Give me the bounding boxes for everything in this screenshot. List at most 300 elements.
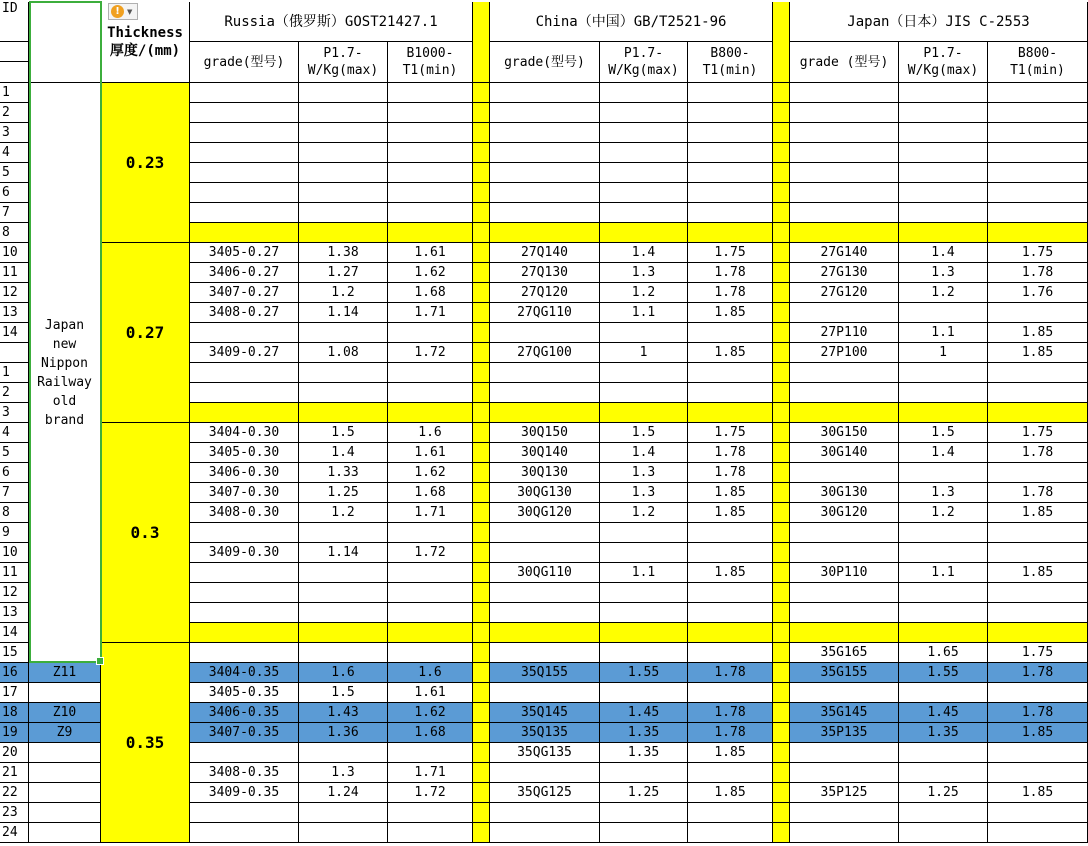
grade-cell[interactable] xyxy=(190,223,299,243)
grade-cell[interactable]: 27P100 xyxy=(790,343,899,363)
row-id[interactable]: 4 xyxy=(0,423,29,443)
separator-column[interactable] xyxy=(473,683,490,703)
induction-cell[interactable]: 1.61 xyxy=(388,243,473,263)
separator-column[interactable] xyxy=(773,443,790,463)
induction-cell[interactable]: 1.85 xyxy=(988,343,1088,363)
induction-cell[interactable] xyxy=(388,643,473,663)
loss-cell[interactable]: 1.5 xyxy=(600,423,688,443)
merged-label-cell[interactable]: Japan new Nippon Railway old brand xyxy=(29,83,101,663)
loss-cell[interactable]: 1.45 xyxy=(600,703,688,723)
loss-cell[interactable]: 1.24 xyxy=(299,783,388,803)
induction-cell[interactable] xyxy=(988,123,1088,143)
induction-cell[interactable]: 1.78 xyxy=(688,723,773,743)
induction-cell[interactable]: 1.78 xyxy=(988,483,1088,503)
induction-cell[interactable] xyxy=(688,643,773,663)
japan-loss-header[interactable]: P1.7- W/Kg(max) xyxy=(899,42,988,83)
separator-column[interactable] xyxy=(773,423,790,443)
separator-column[interactable] xyxy=(773,483,790,503)
grade-cell[interactable]: 3407-0.35 xyxy=(190,723,299,743)
separator-column[interactable] xyxy=(773,803,790,823)
grade-cell[interactable] xyxy=(790,103,899,123)
grade-cell[interactable]: 27Q120 xyxy=(490,283,600,303)
brand-code-cell[interactable]: Z9 xyxy=(29,723,101,743)
loss-cell[interactable] xyxy=(600,623,688,643)
induction-cell[interactable] xyxy=(388,83,473,103)
loss-cell[interactable] xyxy=(299,203,388,223)
induction-cell[interactable]: 1.85 xyxy=(688,783,773,803)
separator-column[interactable] xyxy=(773,543,790,563)
row-id[interactable]: 13 xyxy=(0,303,29,323)
grade-cell[interactable] xyxy=(490,323,600,343)
loss-cell[interactable]: 1.55 xyxy=(899,663,988,683)
loss-cell[interactable] xyxy=(299,103,388,123)
loss-cell[interactable] xyxy=(299,223,388,243)
induction-cell[interactable] xyxy=(988,523,1088,543)
japan-induction-header[interactable]: B800- T1(min) xyxy=(988,42,1088,83)
induction-cell[interactable]: 1.72 xyxy=(388,343,473,363)
loss-cell[interactable]: 1.25 xyxy=(600,783,688,803)
induction-cell[interactable]: 1.75 xyxy=(688,243,773,263)
induction-cell[interactable] xyxy=(688,583,773,603)
russia-grade-header[interactable]: grade(型号) xyxy=(190,42,299,83)
row-id[interactable]: 2 xyxy=(0,103,29,123)
loss-cell[interactable] xyxy=(899,163,988,183)
separator-column[interactable] xyxy=(473,103,490,123)
induction-cell[interactable] xyxy=(388,403,473,423)
loss-cell[interactable] xyxy=(600,823,688,843)
grade-cell[interactable]: 3406-0.27 xyxy=(190,263,299,283)
induction-cell[interactable] xyxy=(388,523,473,543)
russia-standard-title[interactable]: Russia（俄罗斯）GOST21427.1 xyxy=(190,2,473,42)
separator-column[interactable] xyxy=(473,503,490,523)
row-id[interactable]: 8 xyxy=(0,223,29,243)
grade-cell[interactable] xyxy=(190,743,299,763)
induction-cell[interactable]: 1.78 xyxy=(688,703,773,723)
row-id[interactable]: 23 xyxy=(0,803,29,823)
grade-cell[interactable]: 35Q135 xyxy=(490,723,600,743)
loss-cell[interactable] xyxy=(899,403,988,423)
row-id[interactable]: 12 xyxy=(0,583,29,603)
separator-column[interactable] xyxy=(773,683,790,703)
induction-cell[interactable]: 1.85 xyxy=(688,303,773,323)
separator-column[interactable] xyxy=(773,323,790,343)
grade-cell[interactable] xyxy=(490,623,600,643)
induction-cell[interactable] xyxy=(388,183,473,203)
grade-cell[interactable] xyxy=(190,183,299,203)
induction-cell[interactable] xyxy=(388,123,473,143)
loss-cell[interactable] xyxy=(899,583,988,603)
loss-cell[interactable]: 1.1 xyxy=(899,563,988,583)
induction-cell[interactable]: 1.85 xyxy=(688,343,773,363)
row-id[interactable]: 20 xyxy=(0,743,29,763)
grade-cell[interactable] xyxy=(190,203,299,223)
thickness-cell[interactable]: 0.27 xyxy=(101,243,190,423)
separator-column[interactable] xyxy=(773,363,790,383)
induction-cell[interactable] xyxy=(988,183,1088,203)
loss-cell[interactable] xyxy=(899,623,988,643)
loss-cell[interactable]: 1.35 xyxy=(899,723,988,743)
grade-cell[interactable]: 27G120 xyxy=(790,283,899,303)
separator-column[interactable] xyxy=(773,103,790,123)
grade-cell[interactable]: 27Q130 xyxy=(490,263,600,283)
grade-cell[interactable] xyxy=(790,203,899,223)
separator-column[interactable] xyxy=(773,763,790,783)
grade-cell[interactable]: 30G150 xyxy=(790,423,899,443)
induction-cell[interactable] xyxy=(388,163,473,183)
loss-cell[interactable] xyxy=(600,223,688,243)
grade-cell[interactable] xyxy=(490,603,600,623)
russia-induction-header[interactable]: B1000- T1(min) xyxy=(388,42,473,83)
grade-cell[interactable] xyxy=(190,403,299,423)
grade-cell[interactable] xyxy=(790,743,899,763)
grade-cell[interactable] xyxy=(790,303,899,323)
brand-code-cell[interactable]: Z11 xyxy=(29,663,101,683)
grade-cell[interactable]: 30G120 xyxy=(790,503,899,523)
grade-cell[interactable] xyxy=(790,523,899,543)
japan-grade-header[interactable]: grade (型号) xyxy=(790,42,899,83)
grade-cell[interactable]: 35QG135 xyxy=(490,743,600,763)
grade-cell[interactable] xyxy=(190,123,299,143)
separator-column[interactable] xyxy=(473,323,490,343)
separator-column[interactable] xyxy=(773,223,790,243)
induction-cell[interactable]: 1.85 xyxy=(688,563,773,583)
grade-cell[interactable]: 27P110 xyxy=(790,323,899,343)
induction-cell[interactable] xyxy=(688,103,773,123)
grade-cell[interactable] xyxy=(190,383,299,403)
grade-cell[interactable]: 3405-0.27 xyxy=(190,243,299,263)
grade-cell[interactable] xyxy=(190,563,299,583)
grade-cell[interactable]: 3405-0.35 xyxy=(190,683,299,703)
separator-column[interactable] xyxy=(473,83,490,103)
grade-cell[interactable] xyxy=(490,383,600,403)
grade-cell[interactable] xyxy=(490,543,600,563)
id-header-spacer[interactable] xyxy=(0,62,29,83)
separator-column[interactable] xyxy=(473,483,490,503)
grade-cell[interactable] xyxy=(490,163,600,183)
grade-cell[interactable] xyxy=(490,83,600,103)
loss-cell[interactable]: 1.3 xyxy=(299,763,388,783)
grade-cell[interactable]: 27Q140 xyxy=(490,243,600,263)
loss-cell[interactable]: 1.1 xyxy=(600,303,688,323)
grade-cell[interactable] xyxy=(490,363,600,383)
separator-column[interactable] xyxy=(773,663,790,683)
grade-cell[interactable] xyxy=(490,203,600,223)
loss-cell[interactable]: 1.5 xyxy=(299,423,388,443)
induction-cell[interactable] xyxy=(988,463,1088,483)
induction-cell[interactable] xyxy=(688,223,773,243)
loss-cell[interactable] xyxy=(600,383,688,403)
loss-cell[interactable] xyxy=(899,103,988,123)
separator-column[interactable] xyxy=(473,583,490,603)
row-id[interactable] xyxy=(0,343,29,363)
japan-standard-title[interactable]: Japan（日本）JIS C-2553 xyxy=(790,2,1088,42)
induction-cell[interactable] xyxy=(688,383,773,403)
induction-cell[interactable]: 1.6 xyxy=(388,663,473,683)
induction-cell[interactable] xyxy=(688,183,773,203)
loss-cell[interactable]: 1.4 xyxy=(600,243,688,263)
grade-cell[interactable]: 3404-0.35 xyxy=(190,663,299,683)
id-header-spacer[interactable] xyxy=(0,42,29,62)
loss-cell[interactable]: 1.3 xyxy=(899,483,988,503)
induction-cell[interactable] xyxy=(688,123,773,143)
grade-cell[interactable] xyxy=(790,603,899,623)
separator-column[interactable] xyxy=(473,163,490,183)
grade-cell[interactable] xyxy=(790,803,899,823)
separator-column[interactable] xyxy=(473,703,490,723)
induction-cell[interactable] xyxy=(388,603,473,623)
separator-column[interactable] xyxy=(773,403,790,423)
grade-cell[interactable] xyxy=(790,543,899,563)
grade-cell[interactable]: 30P110 xyxy=(790,563,899,583)
id-column-header[interactable]: ID xyxy=(0,2,29,42)
induction-cell[interactable] xyxy=(988,803,1088,823)
separator-column[interactable] xyxy=(773,183,790,203)
loss-cell[interactable] xyxy=(600,103,688,123)
induction-cell[interactable] xyxy=(988,823,1088,843)
loss-cell[interactable]: 1.2 xyxy=(899,283,988,303)
separator-column[interactable] xyxy=(473,783,490,803)
row-id[interactable]: 9 xyxy=(0,523,29,543)
separator-column[interactable] xyxy=(773,263,790,283)
thickness-cell[interactable]: 0.3 xyxy=(101,423,190,643)
induction-cell[interactable]: 1.68 xyxy=(388,283,473,303)
separator-column[interactable] xyxy=(773,743,790,763)
loss-cell[interactable] xyxy=(299,323,388,343)
induction-cell[interactable]: 1.71 xyxy=(388,503,473,523)
loss-cell[interactable]: 1.25 xyxy=(299,483,388,503)
loss-cell[interactable]: 1.25 xyxy=(899,783,988,803)
separator-column[interactable] xyxy=(473,423,490,443)
grade-cell[interactable] xyxy=(190,823,299,843)
induction-cell[interactable]: 1.62 xyxy=(388,703,473,723)
induction-cell[interactable]: 1.68 xyxy=(388,483,473,503)
grade-cell[interactable]: 3409-0.27 xyxy=(190,343,299,363)
separator-column[interactable] xyxy=(773,343,790,363)
grade-cell[interactable]: 27G140 xyxy=(790,243,899,263)
grade-cell[interactable]: 27QG100 xyxy=(490,343,600,363)
grade-cell[interactable]: 30G130 xyxy=(790,483,899,503)
russia-loss-header[interactable]: P1.7- W/Kg(max) xyxy=(299,42,388,83)
loss-cell[interactable] xyxy=(899,803,988,823)
grade-cell[interactable] xyxy=(790,383,899,403)
loss-cell[interactable]: 1.2 xyxy=(899,503,988,523)
separator-column[interactable] xyxy=(773,163,790,183)
induction-cell[interactable]: 1.68 xyxy=(388,723,473,743)
grade-cell[interactable]: 35Q145 xyxy=(490,703,600,723)
grade-cell[interactable]: 35G165 xyxy=(790,643,899,663)
loss-cell[interactable] xyxy=(600,363,688,383)
loss-cell[interactable]: 1.4 xyxy=(899,243,988,263)
induction-cell[interactable] xyxy=(688,803,773,823)
grade-cell[interactable] xyxy=(790,363,899,383)
induction-cell[interactable] xyxy=(988,743,1088,763)
induction-cell[interactable] xyxy=(688,143,773,163)
row-id[interactable]: 15 xyxy=(0,643,29,663)
separator-column[interactable] xyxy=(473,243,490,263)
loss-cell[interactable] xyxy=(600,183,688,203)
loss-cell[interactable] xyxy=(299,143,388,163)
separator-column[interactable] xyxy=(473,803,490,823)
grade-cell[interactable]: 27QG110 xyxy=(490,303,600,323)
row-id[interactable]: 13 xyxy=(0,603,29,623)
separator-column[interactable] xyxy=(473,403,490,423)
row-id[interactable]: 16 xyxy=(0,663,29,683)
induction-cell[interactable] xyxy=(388,803,473,823)
induction-cell[interactable] xyxy=(688,823,773,843)
row-id[interactable]: 4 xyxy=(0,143,29,163)
induction-cell[interactable] xyxy=(388,203,473,223)
grade-cell[interactable] xyxy=(190,103,299,123)
loss-cell[interactable]: 1.27 xyxy=(299,263,388,283)
grade-cell[interactable] xyxy=(190,523,299,543)
separator-column[interactable] xyxy=(473,223,490,243)
separator-column[interactable] xyxy=(773,783,790,803)
induction-cell[interactable] xyxy=(988,83,1088,103)
induction-cell[interactable]: 1.62 xyxy=(388,463,473,483)
separator-column[interactable] xyxy=(773,463,790,483)
thickness-header[interactable]: Thickness 厚度/(mm) xyxy=(101,2,190,83)
induction-cell[interactable] xyxy=(688,623,773,643)
grade-cell[interactable] xyxy=(490,823,600,843)
induction-cell[interactable] xyxy=(688,83,773,103)
loss-cell[interactable] xyxy=(899,383,988,403)
row-id[interactable]: 19 xyxy=(0,723,29,743)
loss-cell[interactable] xyxy=(299,523,388,543)
loss-cell[interactable]: 1.2 xyxy=(600,283,688,303)
grade-cell[interactable] xyxy=(790,623,899,643)
grade-cell[interactable]: 3408-0.35 xyxy=(190,763,299,783)
loss-cell[interactable] xyxy=(899,183,988,203)
grade-cell[interactable]: 30Q140 xyxy=(490,443,600,463)
grade-cell[interactable] xyxy=(790,123,899,143)
induction-cell[interactable]: 1.85 xyxy=(988,723,1088,743)
loss-cell[interactable] xyxy=(600,583,688,603)
separator-column[interactable] xyxy=(473,463,490,483)
separator-column[interactable] xyxy=(773,383,790,403)
loss-cell[interactable]: 1.2 xyxy=(600,503,688,523)
induction-cell[interactable]: 1.78 xyxy=(688,263,773,283)
grade-cell[interactable] xyxy=(790,403,899,423)
grade-cell[interactable]: 30QG110 xyxy=(490,563,600,583)
induction-cell[interactable] xyxy=(988,223,1088,243)
induction-cell[interactable]: 1.85 xyxy=(688,483,773,503)
grade-cell[interactable] xyxy=(790,83,899,103)
separator-column[interactable] xyxy=(773,123,790,143)
induction-cell[interactable] xyxy=(688,323,773,343)
row-id[interactable]: 17 xyxy=(0,683,29,703)
separator-column[interactable] xyxy=(473,343,490,363)
grade-cell[interactable] xyxy=(190,583,299,603)
induction-cell[interactable] xyxy=(388,103,473,123)
loss-cell[interactable]: 1.14 xyxy=(299,543,388,563)
induction-cell[interactable] xyxy=(688,543,773,563)
induction-cell[interactable] xyxy=(688,603,773,623)
loss-cell[interactable] xyxy=(600,803,688,823)
row-id[interactable]: 7 xyxy=(0,203,29,223)
loss-cell[interactable] xyxy=(299,743,388,763)
loss-cell[interactable]: 1.6 xyxy=(299,663,388,683)
loss-cell[interactable] xyxy=(600,83,688,103)
row-id[interactable]: 3 xyxy=(0,403,29,423)
row-id[interactable]: 14 xyxy=(0,323,29,343)
separator-column[interactable] xyxy=(473,523,490,543)
induction-cell[interactable] xyxy=(388,623,473,643)
loss-cell[interactable]: 1.35 xyxy=(600,743,688,763)
induction-cell[interactable]: 1.78 xyxy=(688,443,773,463)
grade-cell[interactable]: 3408-0.30 xyxy=(190,503,299,523)
grade-cell[interactable] xyxy=(490,223,600,243)
grade-cell[interactable] xyxy=(790,223,899,243)
induction-cell[interactable] xyxy=(388,583,473,603)
separator-column[interactable] xyxy=(473,563,490,583)
separator-column[interactable] xyxy=(773,303,790,323)
grade-cell[interactable] xyxy=(490,643,600,663)
china-grade-header[interactable]: grade(型号) xyxy=(490,42,600,83)
row-id[interactable]: 18 xyxy=(0,703,29,723)
separator-column[interactable] xyxy=(473,2,490,83)
loss-cell[interactable] xyxy=(899,203,988,223)
loss-cell[interactable]: 1.3 xyxy=(600,483,688,503)
induction-cell[interactable]: 1.71 xyxy=(388,303,473,323)
loss-cell[interactable]: 1.4 xyxy=(899,443,988,463)
brand-code-cell[interactable] xyxy=(29,683,101,703)
separator-column[interactable] xyxy=(773,563,790,583)
row-id[interactable]: 12 xyxy=(0,283,29,303)
separator-column[interactable] xyxy=(473,643,490,663)
induction-cell[interactable]: 1.72 xyxy=(388,543,473,563)
loss-cell[interactable] xyxy=(299,363,388,383)
loss-cell[interactable] xyxy=(899,523,988,543)
grade-cell[interactable]: 35G155 xyxy=(790,663,899,683)
loss-cell[interactable] xyxy=(899,823,988,843)
loss-cell[interactable] xyxy=(299,183,388,203)
loss-cell[interactable]: 1.2 xyxy=(299,283,388,303)
loss-cell[interactable] xyxy=(299,383,388,403)
grade-cell[interactable] xyxy=(490,143,600,163)
loss-cell[interactable] xyxy=(600,763,688,783)
induction-cell[interactable]: 1.78 xyxy=(688,663,773,683)
loss-cell[interactable] xyxy=(899,223,988,243)
loss-cell[interactable]: 1.1 xyxy=(899,323,988,343)
induction-cell[interactable]: 1.61 xyxy=(388,443,473,463)
induction-cell[interactable] xyxy=(988,583,1088,603)
row-id[interactable]: 7 xyxy=(0,483,29,503)
loss-cell[interactable] xyxy=(299,623,388,643)
row-id[interactable]: 6 xyxy=(0,183,29,203)
row-id[interactable]: 11 xyxy=(0,563,29,583)
loss-cell[interactable] xyxy=(600,523,688,543)
induction-cell[interactable] xyxy=(688,363,773,383)
row-id[interactable]: 5 xyxy=(0,163,29,183)
grade-cell[interactable]: 30Q150 xyxy=(490,423,600,443)
separator-column[interactable] xyxy=(773,83,790,103)
induction-cell[interactable] xyxy=(388,363,473,383)
induction-cell[interactable] xyxy=(688,683,773,703)
induction-cell[interactable]: 1.78 xyxy=(988,443,1088,463)
grade-cell[interactable]: 27G130 xyxy=(790,263,899,283)
separator-column[interactable] xyxy=(473,823,490,843)
separator-column[interactable] xyxy=(473,283,490,303)
grade-cell[interactable]: 3404-0.30 xyxy=(190,423,299,443)
row-id[interactable]: 1 xyxy=(0,363,29,383)
induction-cell[interactable]: 1.78 xyxy=(988,703,1088,723)
row-id[interactable]: 2 xyxy=(0,383,29,403)
induction-cell[interactable] xyxy=(988,683,1088,703)
loss-cell[interactable] xyxy=(899,83,988,103)
separator-column[interactable] xyxy=(473,723,490,743)
loss-cell[interactable] xyxy=(899,603,988,623)
induction-cell[interactable]: 1.75 xyxy=(988,243,1088,263)
